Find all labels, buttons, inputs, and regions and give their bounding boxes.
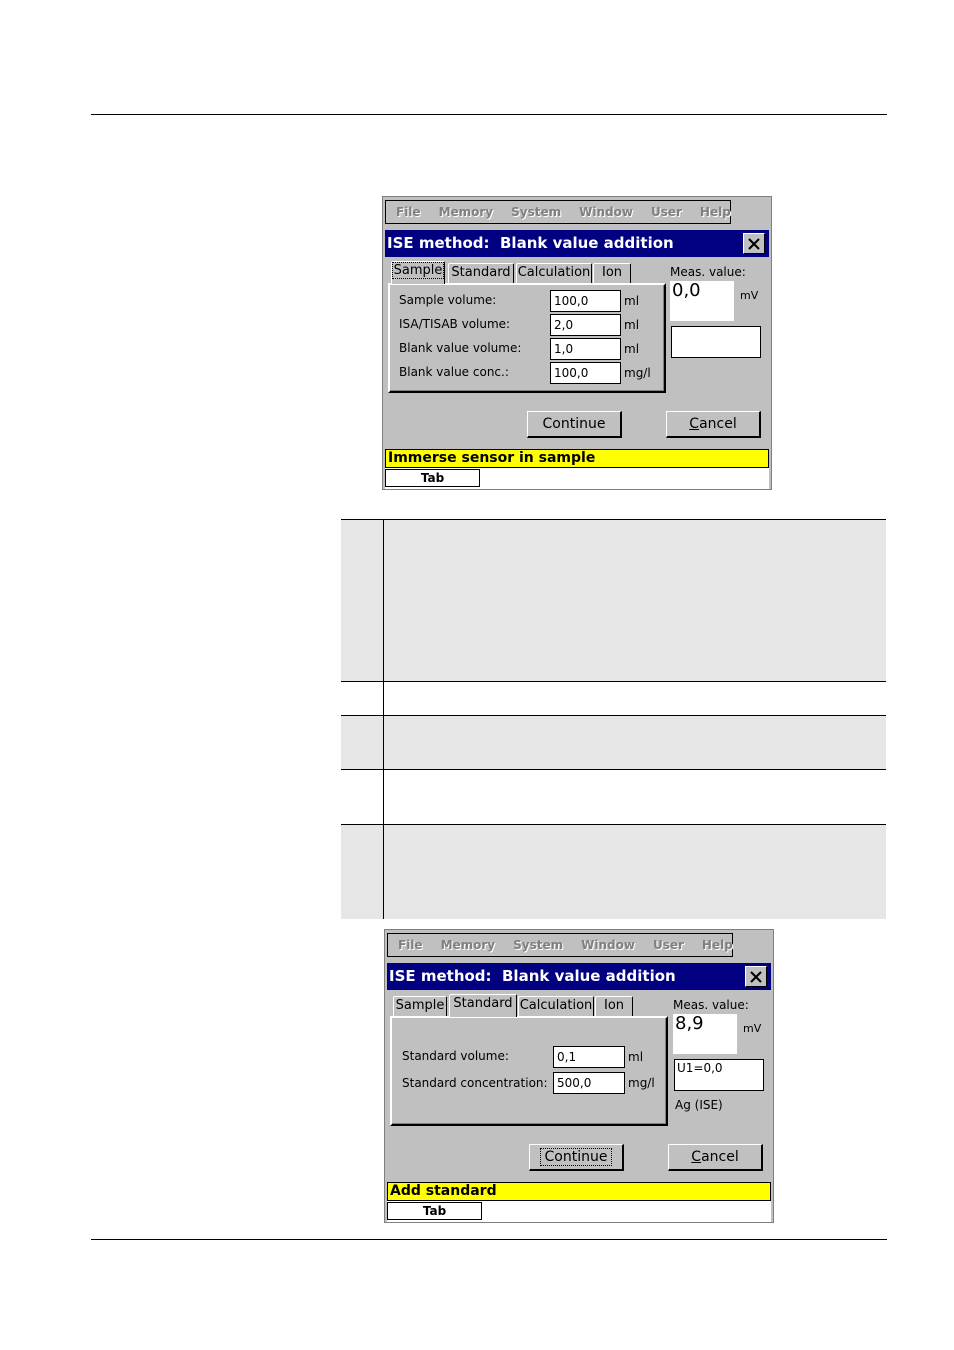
blank-value-volume-field[interactable]: 1,0 — [550, 338, 621, 360]
blank-value-volume-unit: ml — [624, 342, 640, 356]
screenshot-sample-tab — [382, 196, 772, 490]
step-row — [341, 824, 886, 919]
meas-value-display: 0,0 — [670, 281, 734, 321]
header-rule — [91, 114, 887, 115]
cancel-mnemonic: C — [691, 1149, 702, 1165]
softkey-bar — [385, 468, 769, 489]
standard-volume-label: Standard volume: — [402, 1049, 509, 1063]
tab-sample[interactable] — [393, 996, 447, 1016]
close-icon — [748, 238, 760, 250]
standard-concentration-unit: mg/l — [628, 1076, 655, 1090]
meas-value-label: Meas. value: — [673, 998, 749, 1012]
standard-volume-unit: ml — [628, 1050, 644, 1064]
isa-tisab-volume-field[interactable]: 2,0 — [550, 314, 621, 336]
cancel-mnemonic: C — [689, 416, 700, 432]
standard-volume-field[interactable]: 0,1 — [553, 1046, 625, 1068]
menu-file[interactable]: File — [398, 938, 423, 952]
standard-concentration-field[interactable]: 500,0 — [553, 1072, 625, 1094]
tab-sample-label: Sample — [395, 998, 445, 1013]
continue-button-label: Continue — [541, 1149, 612, 1165]
menu-memory[interactable]: Memory — [440, 938, 496, 952]
window-title: ISE method: Blank value addition — [389, 967, 676, 985]
meas-value-unit: mV — [743, 1022, 762, 1035]
tab-ion[interactable] — [595, 996, 633, 1016]
menu-file[interactable]: File — [396, 205, 421, 219]
meas-value-display: 8,9 — [673, 1014, 737, 1054]
info-box: U1=0,0 — [674, 1059, 764, 1091]
tab-softkey[interactable]: Tab — [385, 469, 480, 487]
cancel-button[interactable] — [666, 411, 761, 438]
tab-standard-label: Standard — [453, 996, 513, 1011]
info-box — [671, 326, 761, 358]
window-title-bar — [385, 230, 769, 257]
step-column-divider — [383, 519, 384, 919]
tab-ion-label: Ion — [601, 265, 623, 280]
screenshot-standard-tab — [384, 929, 774, 1223]
meas-value-unit: mV — [740, 289, 759, 302]
menu-system[interactable]: System — [513, 938, 564, 952]
window-title: ISE method: Blank value addition — [387, 234, 674, 252]
step-row — [341, 681, 886, 715]
tab-standard[interactable] — [449, 994, 517, 1017]
tab-calculation[interactable] — [516, 263, 592, 283]
cancel-button-label: ancel — [699, 416, 737, 432]
tab-ion[interactable] — [593, 263, 631, 283]
menu-user[interactable]: User — [652, 938, 684, 952]
close-button[interactable] — [743, 233, 765, 254]
continue-button[interactable] — [529, 1144, 624, 1171]
tab-ion-label: Ion — [603, 998, 625, 1013]
cancel-button-label: ancel — [701, 1149, 739, 1165]
tab-sample-label: Sample — [393, 263, 443, 278]
menu-system[interactable]: System — [511, 205, 562, 219]
continue-button[interactable] — [527, 411, 622, 438]
blank-value-volume-label: Blank value volume: — [399, 341, 522, 355]
blank-value-conc-label: Blank value conc.: — [399, 365, 509, 379]
tab-panel — [390, 1016, 668, 1126]
step-row — [341, 715, 886, 769]
sample-volume-label: Sample volume: — [399, 293, 497, 307]
tab-calculation-label: Calculation — [519, 998, 593, 1013]
status-bar: Immerse sensor in sample — [385, 449, 769, 468]
tab-calculation[interactable] — [518, 996, 594, 1016]
isa-tisab-volume-label: ISA/TISAB volume: — [399, 317, 511, 331]
menu-help[interactable]: Help — [699, 205, 731, 219]
softkey-bar — [387, 1201, 771, 1222]
blank-value-conc-field[interactable]: 100,0 — [550, 362, 621, 384]
meas-value-label: Meas. value: — [670, 265, 746, 279]
continue-button-label: Continue — [542, 416, 606, 432]
tab-standard[interactable] — [448, 263, 514, 283]
footer-rule — [91, 1239, 887, 1240]
tab-sample[interactable] — [391, 261, 445, 284]
status-bar: Add standard — [387, 1182, 771, 1201]
close-icon — [750, 971, 762, 983]
menu-memory[interactable]: Memory — [438, 205, 494, 219]
standard-concentration-label: Standard concentration: — [402, 1076, 548, 1090]
sample-volume-field[interactable]: 100,0 — [550, 290, 621, 312]
tab-panel — [388, 283, 666, 393]
menu-bar — [387, 933, 733, 957]
cancel-button[interactable] — [668, 1144, 763, 1171]
blank-value-conc-unit: mg/l — [624, 366, 651, 380]
menu-window[interactable]: Window — [581, 938, 635, 952]
sample-volume-unit: ml — [624, 294, 640, 308]
step-row — [341, 769, 886, 824]
menu-bar — [385, 200, 731, 224]
sensor-label: Ag (ISE) — [675, 1098, 723, 1112]
tab-softkey[interactable]: Tab — [387, 1202, 482, 1220]
step-row — [341, 519, 886, 681]
tab-standard-label: Standard — [451, 265, 511, 280]
menu-window[interactable]: Window — [579, 205, 633, 219]
menu-help[interactable]: Help — [701, 938, 733, 952]
isa-tisab-volume-unit: ml — [624, 318, 640, 332]
close-button[interactable] — [745, 966, 767, 987]
window-title-bar — [387, 963, 771, 990]
tab-calculation-label: Calculation — [517, 265, 591, 280]
menu-user[interactable]: User — [650, 205, 682, 219]
